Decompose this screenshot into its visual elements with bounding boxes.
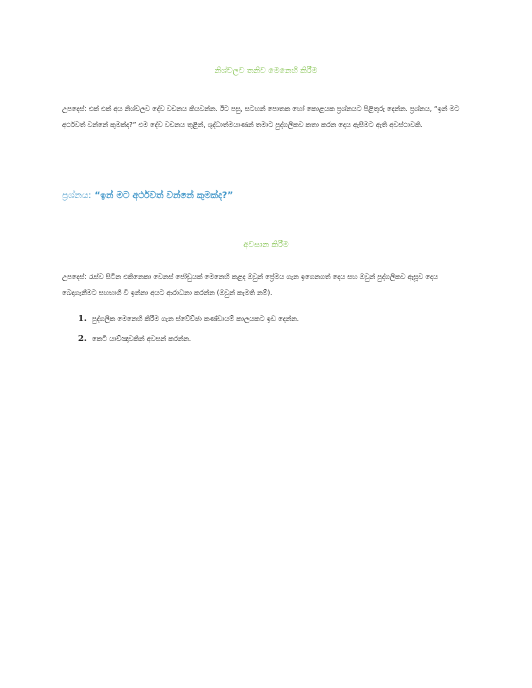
- instructions-paragraph-closing: උපදෙස්: රැස්ව සිටින එකිනෙකා වෙනස් ජෝඩුයක් මෙනෙහි කළද ඔවුන් ප්‍රේමය ගැන ඉගෙනගත් දෙය සහ ඔවුන් පුද්ගලිකව ඇසූව දෙය බෙදාගැනීමට සහභාගී වී ඉන්නා අයට ආරාධනා කරන්න (ඔවුන් කැමති නම්).: [62, 273, 438, 297]
- question-line: [62, 191, 482, 201]
- section-title-silent-meditation: නිශ්චලව තනිව මෙනෙහි කිරීම: [214, 66, 318, 75]
- step-number: 2.: [78, 334, 87, 344]
- closing-steps-list: [62, 314, 482, 354]
- list-item: [62, 334, 482, 354]
- step-text: පුද්ගලික මෙනෙහි කිරීම ගැන ස්වේච්ඡා කණ්ඩායම් කාලයකට ඉඩ දෙන්න.: [92, 315, 299, 323]
- section-title-closing: අවසාන කිරීම: [243, 240, 289, 249]
- step-text: කෙටි යාච්ඤාවකින් අවසන් කරන්න.: [92, 335, 192, 343]
- step-number: 1.: [78, 314, 87, 324]
- question-label: ප්‍රශ්නය:: [62, 191, 92, 201]
- instructions-paragraph-meditation: උපදෙස්: එක් එක් අය නිශ්චලව දේව වචනය කියවන්න. ඊට පසු, සටහන් පොතක හෝ කොළයක ප්‍රශ්නයට පිළිතුරු දෙන්න. ප්‍රශ්නය, “ඉන් මට අර්ථවත් වන්නේ කුමක්ද?” එම දේව වචනය තුළින්, ශුද්ධාත්මයාණන් තමාට පුද්ගලිකව කතා කරන දෙය ඇසීමට ඇති අවස්ථාවකි.: [62, 105, 460, 129]
- list-item: [62, 314, 482, 334]
- question-text: “ඉන් මට අර්ථවත් වන්නේ කුමක්ද?”: [94, 191, 234, 201]
